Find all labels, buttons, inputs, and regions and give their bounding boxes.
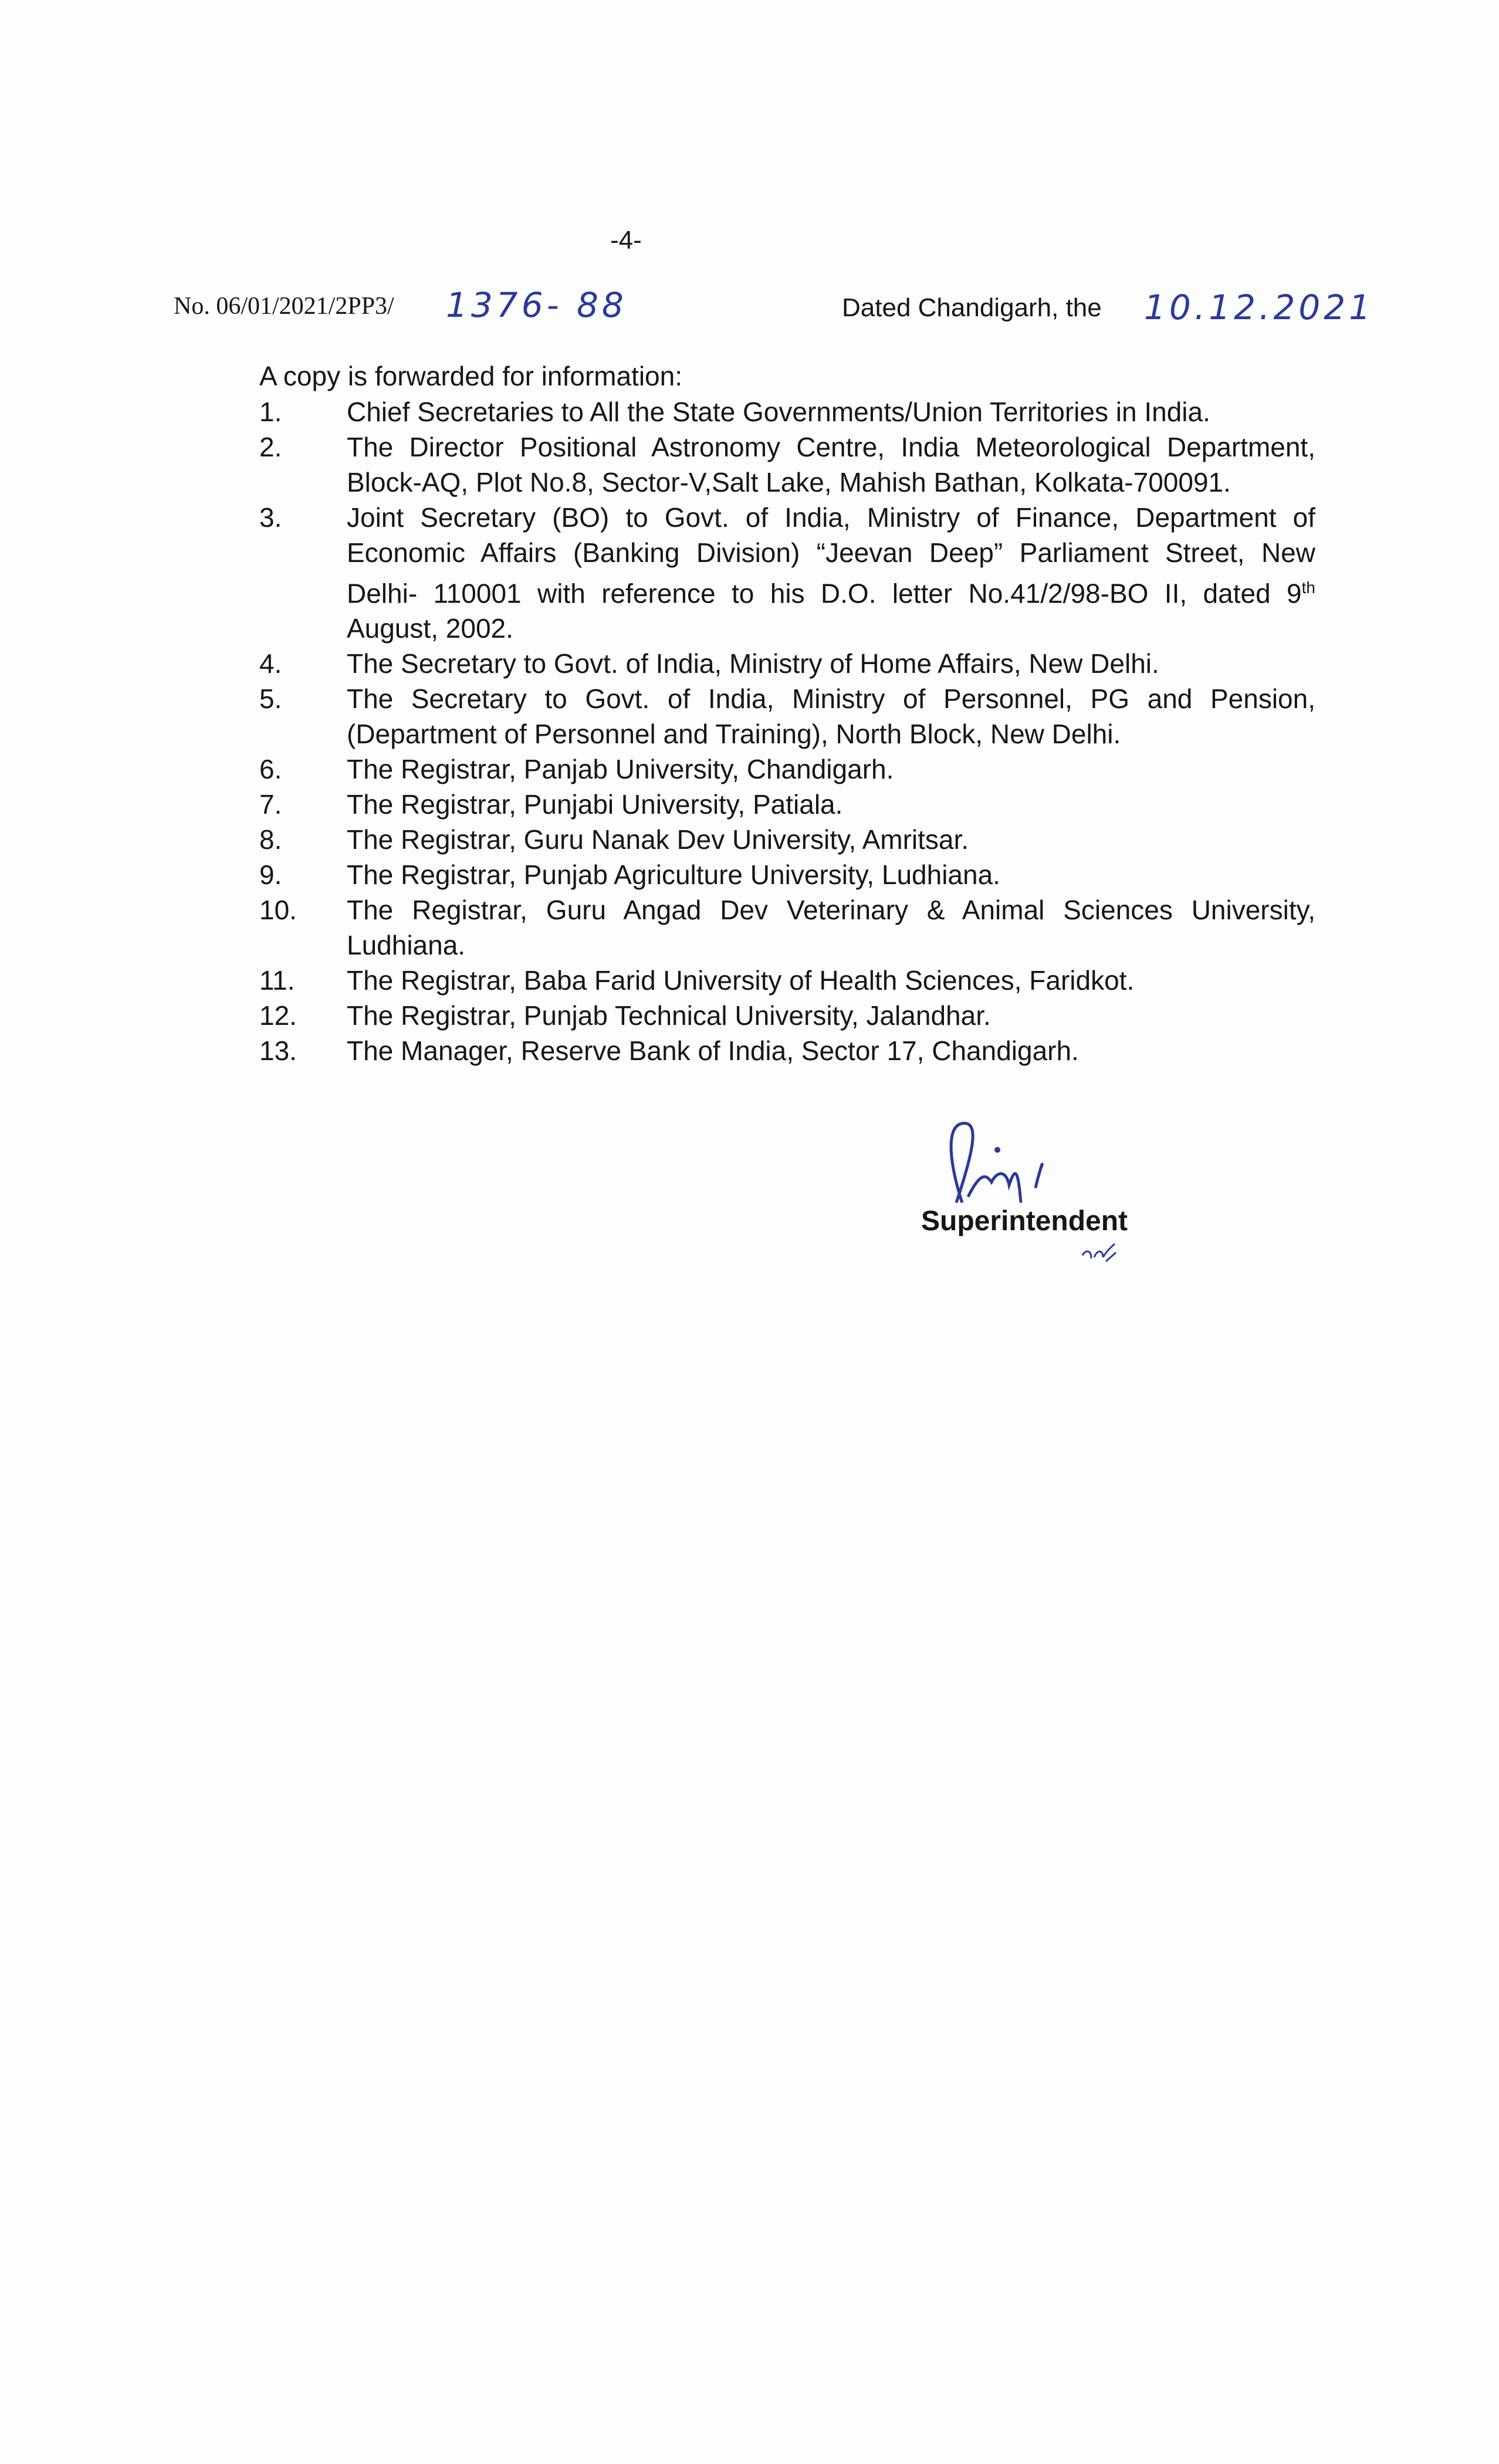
- list-item: [259, 998, 1315, 1033]
- item-text: [347, 752, 1315, 787]
- ordinal-suffix: th: [1301, 578, 1315, 597]
- forwarding-intro: A copy is forwarded for information:: [259, 361, 682, 391]
- list-item: [259, 429, 1315, 500]
- dated-label: Dated Chandigarh, the: [842, 293, 1102, 322]
- item-text: [347, 822, 1315, 857]
- item-text: [347, 787, 1315, 822]
- item-number: 4.: [259, 648, 282, 679]
- list-item: [259, 963, 1315, 998]
- item-number: 3.: [259, 502, 282, 533]
- signature: [939, 1115, 1138, 1209]
- initials: [1080, 1241, 1121, 1264]
- item-text-main: Joint Secretary (BO) to Govt. of India, Ministry of Finance, Department of Economic Affairs (Banking Division) “Jeevan Deep” Parliament Street, New Delhi- 110001 with reference to his D.O. letter No.41/2/98-BO II, dated 9: [347, 502, 1315, 609]
- item-number: 10.: [259, 895, 297, 926]
- item-number: 8.: [259, 824, 282, 855]
- item-number: 2.: [259, 432, 282, 462]
- item-number: 5.: [259, 683, 282, 715]
- item-text-main: The Manager, Reserve Bank of India, Sector 17, Chandigarh.: [347, 1035, 1079, 1067]
- recipient-list: [259, 394, 1315, 1068]
- item-text-main: The Registrar, Punjabi University, Patiala.: [347, 789, 843, 820]
- item-text: [347, 681, 1315, 752]
- item-text: [347, 963, 1315, 998]
- list-item: [259, 681, 1315, 752]
- handwritten-reference-number: 1376- 88: [446, 285, 627, 325]
- item-text-main: Chief Secretaries to All the State Governments/Union Territories in India.: [347, 397, 1210, 427]
- reference-number: No. 06/01/2021/2PP3/: [174, 293, 394, 320]
- item-number: 13.: [259, 1035, 297, 1067]
- item-text: [347, 500, 1315, 646]
- item-text: [347, 646, 1315, 681]
- item-number: 7.: [259, 789, 282, 820]
- item-text-tail: August, 2002.: [347, 613, 513, 644]
- list-item: [259, 892, 1315, 963]
- list-item: [259, 857, 1315, 892]
- item-text-main: The Registrar, Panjab University, Chandigarh.: [347, 754, 894, 785]
- item-text-main: The Secretary to Govt. of India, Ministry of Personnel, PG and Pension, (Department of Personnel and Training), North Block, New Delhi.: [347, 683, 1315, 750]
- list-item: [259, 822, 1315, 857]
- list-item: [259, 394, 1315, 429]
- item-number: 1.: [259, 397, 282, 427]
- item-text: [347, 998, 1315, 1033]
- item-number: 11.: [259, 965, 295, 996]
- item-text: [347, 857, 1315, 892]
- handwritten-date: 10.12.2021: [1144, 287, 1375, 327]
- item-text-main: The Registrar, Punjab Technical University, Jalandhar.: [347, 1000, 991, 1031]
- item-text: [347, 394, 1315, 429]
- item-text-main: The Registrar, Punjab Agriculture University, Ludhiana.: [347, 859, 1000, 891]
- item-text-main: The Registrar, Guru Angad Dev Veterinary & Animal Sciences University, Ludhiana.: [347, 895, 1315, 961]
- list-item: [259, 646, 1315, 681]
- item-text-main: The Director Positional Astronomy Centre, India Meteorological Department, Block-AQ, Plot No.8, Sector-V,Salt Lake, Mahish Bathan, Kolkata-700091.: [347, 432, 1315, 497]
- item-number: 6.: [259, 754, 282, 785]
- signatory-title: Superintendent: [921, 1206, 1128, 1237]
- item-number: 12.: [259, 1000, 297, 1031]
- item-text: [347, 429, 1315, 500]
- list-item: [259, 1033, 1315, 1068]
- item-text: [347, 892, 1315, 963]
- list-item: [259, 752, 1315, 787]
- item-text: [347, 1033, 1315, 1068]
- item-text-main: The Registrar, Guru Nanak Dev University, Amritsar.: [347, 824, 969, 855]
- item-number: 9.: [259, 859, 282, 891]
- page-number: -4-: [610, 226, 642, 255]
- list-item: [259, 500, 1315, 646]
- item-text-main: The Registrar, Baba Farid University of Health Sciences, Faridkot.: [347, 965, 1135, 996]
- item-text-main: The Secretary to Govt. of India, Ministry of Home Affairs, New Delhi.: [347, 648, 1159, 679]
- list-item: [259, 787, 1315, 822]
